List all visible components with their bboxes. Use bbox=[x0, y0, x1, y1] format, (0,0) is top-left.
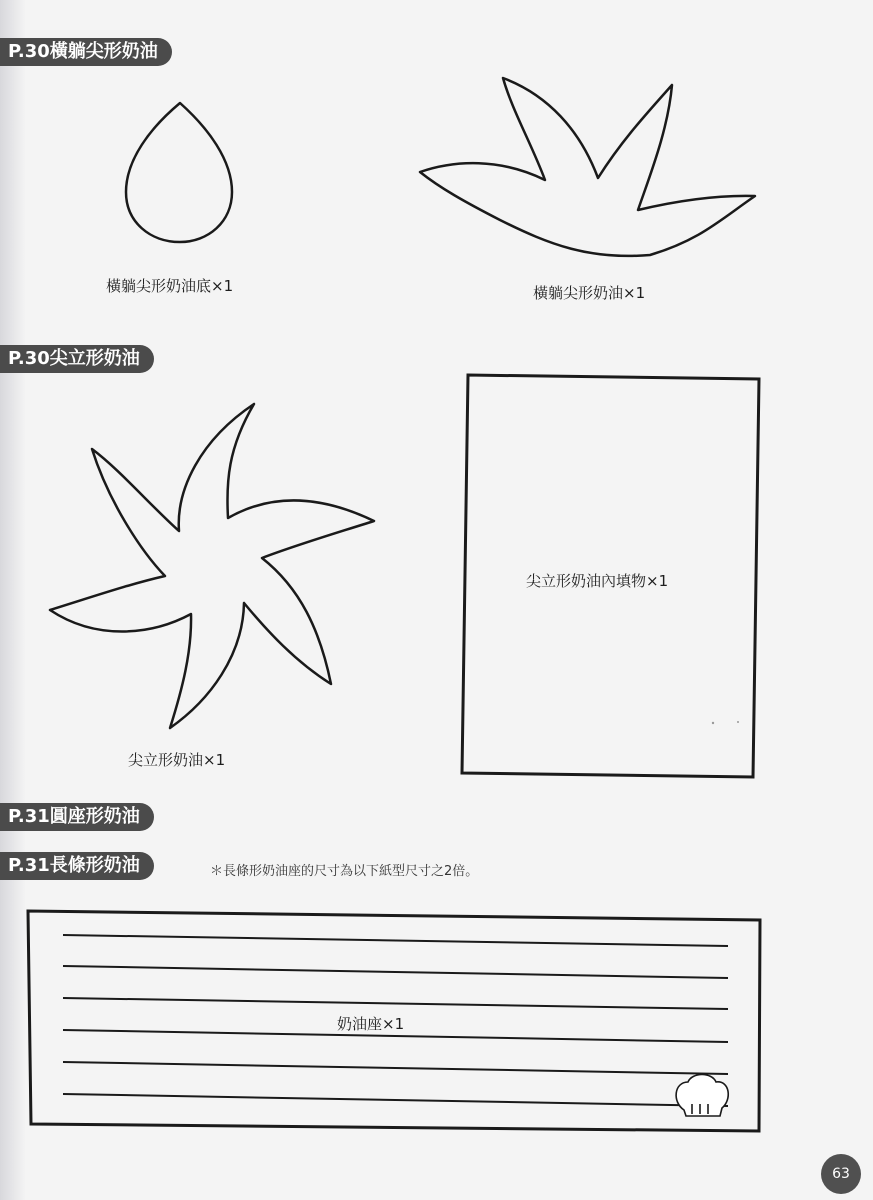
caption-filling: 尖立形奶油內填物×1 bbox=[526, 572, 669, 590]
section-tag-standing-pointed: P.30尖立形奶油 bbox=[0, 345, 154, 373]
strip-line bbox=[63, 1094, 728, 1106]
strip-line bbox=[63, 935, 728, 946]
strip-line bbox=[63, 998, 728, 1009]
size-note: ＊長條形奶油座的尺寸為以下紙型尺寸之2倍。 bbox=[210, 864, 479, 879]
page-number: 63 bbox=[821, 1154, 861, 1194]
strip-line bbox=[63, 1062, 728, 1074]
caption-star-cream: 尖立形奶油×1 bbox=[128, 751, 226, 769]
teardrop-pattern bbox=[126, 103, 232, 242]
section-tag-round-base: P.31圓座形奶油 bbox=[0, 803, 154, 831]
caption-drop-base: 橫躺尖形奶油底×1 bbox=[106, 277, 234, 295]
scan-specks bbox=[712, 721, 739, 724]
chef-hat-icon bbox=[676, 1075, 728, 1117]
section-tag-long-strip: P.31長條形奶油 bbox=[0, 852, 154, 880]
strip-line bbox=[63, 966, 728, 978]
section-tag-horizontal-pointed: P.30橫躺尖形奶油 bbox=[0, 38, 172, 66]
leaf-cream-pattern bbox=[420, 78, 755, 256]
caption-leaf-cream: 橫躺尖形奶油×1 bbox=[533, 284, 646, 302]
star-cream-pattern bbox=[50, 404, 374, 728]
caption-strip-base: 奶油座×1 bbox=[337, 1015, 405, 1033]
